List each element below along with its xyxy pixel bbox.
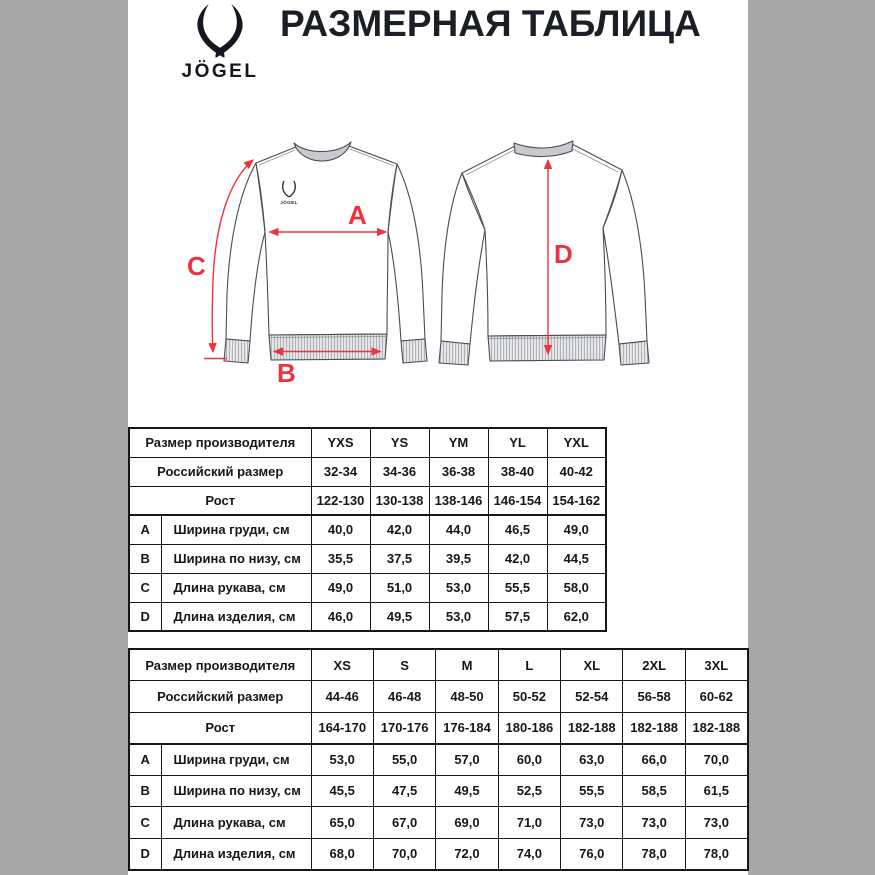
- letter-cell: A: [129, 744, 161, 776]
- value-cell: 60,0: [498, 744, 560, 776]
- value-cell: 78,0: [685, 838, 747, 870]
- letter-cell: A: [129, 515, 161, 544]
- size-cell: 146-154: [488, 486, 547, 515]
- table-row: [129, 775, 748, 807]
- value-cell: 69,0: [436, 807, 498, 839]
- measure-label-d: D: [554, 239, 573, 269]
- size-cell: 130-138: [370, 486, 429, 515]
- measure-label-cell: Ширина по низу, см: [161, 775, 311, 807]
- value-cell: 55,0: [373, 744, 435, 776]
- size-cell: YM: [429, 428, 488, 457]
- letter-cell: C: [129, 573, 161, 602]
- value-cell: 40,0: [311, 515, 370, 544]
- front-hem-rib: [269, 334, 387, 360]
- letter-cell: B: [129, 775, 161, 807]
- jogel-logo-icon: [194, 2, 246, 60]
- size-cell: 170-176: [373, 712, 435, 744]
- size-cell: 44-46: [311, 681, 373, 713]
- value-cell: 63,0: [561, 744, 623, 776]
- size-cell: XL: [561, 649, 623, 681]
- size-cell: YXL: [547, 428, 606, 457]
- size-cell: 50-52: [498, 681, 560, 713]
- measure-label-cell: Ширина по низу, см: [161, 544, 311, 573]
- measure-label-c: C: [187, 251, 206, 281]
- size-cell: 3XL: [685, 649, 747, 681]
- size-cell: 32-34: [311, 457, 370, 486]
- table-row: [129, 712, 748, 744]
- table-row: [129, 428, 606, 457]
- back-body: [462, 144, 622, 336]
- value-cell: 78,0: [623, 838, 685, 870]
- value-cell: 53,0: [311, 744, 373, 776]
- value-cell: 53,0: [429, 573, 488, 602]
- measure-label-cell: Длина рукава, см: [161, 807, 311, 839]
- value-cell: 37,5: [370, 544, 429, 573]
- header-label: Рост: [129, 712, 311, 744]
- size-cell: 34-36: [370, 457, 429, 486]
- size-cell: YXS: [311, 428, 370, 457]
- table-row: [129, 807, 748, 839]
- front-chest-logo-text: JÖGEL: [280, 200, 298, 205]
- back-view-drawing: [430, 120, 690, 400]
- letter-cell: D: [129, 602, 161, 631]
- value-cell: 44,0: [429, 515, 488, 544]
- size-cell: 180-186: [498, 712, 560, 744]
- value-cell: 68,0: [311, 838, 373, 870]
- table-row: [129, 486, 606, 515]
- size-cell: 48-50: [436, 681, 498, 713]
- measure-label-b: B: [277, 358, 296, 388]
- measure-label-a: A: [348, 200, 367, 230]
- value-cell: 58,0: [547, 573, 606, 602]
- size-cell: XS: [311, 649, 373, 681]
- header-label: Российский размер: [129, 681, 311, 713]
- value-cell: 53,0: [429, 602, 488, 631]
- value-cell: 58,5: [623, 775, 685, 807]
- value-cell: 46,0: [311, 602, 370, 631]
- value-cell: 49,5: [370, 602, 429, 631]
- size-cell: 182-188: [623, 712, 685, 744]
- value-cell: 67,0: [373, 807, 435, 839]
- table-row: [129, 602, 606, 631]
- value-cell: 46,5: [488, 515, 547, 544]
- table-row: [129, 515, 606, 544]
- value-cell: 45,5: [311, 775, 373, 807]
- size-cell: 38-40: [488, 457, 547, 486]
- table-row: [129, 649, 748, 681]
- size-cell: 46-48: [373, 681, 435, 713]
- front-left-cuff-rib: [224, 339, 250, 363]
- measure-label-cell: Длина изделия, см: [161, 838, 311, 870]
- value-cell: 49,0: [311, 573, 370, 602]
- table-row: [129, 544, 606, 573]
- value-cell: 73,0: [685, 807, 747, 839]
- value-cell: 39,5: [429, 544, 488, 573]
- value-cell: 35,5: [311, 544, 370, 573]
- value-cell: 61,5: [685, 775, 747, 807]
- size-cell: 40-42: [547, 457, 606, 486]
- size-cell: 56-58: [623, 681, 685, 713]
- letter-cell: D: [129, 838, 161, 870]
- page-title: РАЗМЕРНАЯ ТАБЛИЦА: [280, 3, 701, 44]
- value-cell: 49,0: [547, 515, 606, 544]
- size-cell: 52-54: [561, 681, 623, 713]
- size-table-adult: [128, 648, 749, 871]
- front-right-sleeve: [388, 164, 425, 341]
- content-panel: [128, 0, 748, 875]
- front-body: [256, 146, 397, 335]
- size-cell: 122-130: [311, 486, 370, 515]
- size-cell: M: [436, 649, 498, 681]
- value-cell: 51,0: [370, 573, 429, 602]
- size-cell: 164-170: [311, 712, 373, 744]
- value-cell: 65,0: [311, 807, 373, 839]
- value-cell: 70,0: [685, 744, 747, 776]
- brand-wordmark: JÖGEL: [181, 61, 259, 82]
- value-cell: 49,5: [436, 775, 498, 807]
- letter-cell: B: [129, 544, 161, 573]
- value-cell: 55,5: [561, 775, 623, 807]
- table-row: [129, 838, 748, 870]
- header-label: Рост: [129, 486, 311, 515]
- back-left-cuff-rib: [439, 341, 470, 365]
- table-row: [129, 681, 748, 713]
- header-label: Размер производителя: [129, 428, 311, 457]
- size-cell: 182-188: [561, 712, 623, 744]
- size-cell: 182-188: [685, 712, 747, 744]
- value-cell: 57,0: [436, 744, 498, 776]
- brand-logo: [178, 2, 262, 83]
- size-cell: 60-62: [685, 681, 747, 713]
- table-row: [129, 744, 748, 776]
- value-cell: 66,0: [623, 744, 685, 776]
- table-row: [129, 573, 606, 602]
- value-cell: 70,0: [373, 838, 435, 870]
- value-cell: 71,0: [498, 807, 560, 839]
- value-cell: 73,0: [623, 807, 685, 839]
- header-label: Российский размер: [129, 457, 311, 486]
- value-cell: 62,0: [547, 602, 606, 631]
- size-cell: L: [498, 649, 560, 681]
- measure-label-cell: Длина рукава, см: [161, 573, 311, 602]
- value-cell: 42,0: [488, 544, 547, 573]
- size-cell: YS: [370, 428, 429, 457]
- back-right-cuff-rib: [619, 341, 649, 365]
- front-view-drawing: [180, 120, 440, 400]
- value-cell: 44,5: [547, 544, 606, 573]
- value-cell: 52,5: [498, 775, 560, 807]
- measure-label-cell: Ширина груди, см: [161, 744, 311, 776]
- value-cell: 73,0: [561, 807, 623, 839]
- size-cell: 176-184: [436, 712, 498, 744]
- size-cell: YL: [488, 428, 547, 457]
- value-cell: 47,5: [373, 775, 435, 807]
- size-cell: 138-146: [429, 486, 488, 515]
- header-label: Размер производителя: [129, 649, 311, 681]
- value-cell: 72,0: [436, 838, 498, 870]
- size-table-youth: [128, 427, 607, 632]
- letter-cell: C: [129, 807, 161, 839]
- measure-label-cell: Ширина груди, см: [161, 515, 311, 544]
- table-row: [129, 457, 606, 486]
- value-cell: 74,0: [498, 838, 560, 870]
- value-cell: 57,5: [488, 602, 547, 631]
- value-cell: 42,0: [370, 515, 429, 544]
- size-cell: 36-38: [429, 457, 488, 486]
- size-cell: 2XL: [623, 649, 685, 681]
- back-hem-rib: [488, 335, 606, 361]
- size-cell: S: [373, 649, 435, 681]
- front-right-cuff-rib: [401, 339, 427, 363]
- size-cell: 154-162: [547, 486, 606, 515]
- value-cell: 55,5: [488, 573, 547, 602]
- value-cell: 76,0: [561, 838, 623, 870]
- measure-label-cell: Длина изделия, см: [161, 602, 311, 631]
